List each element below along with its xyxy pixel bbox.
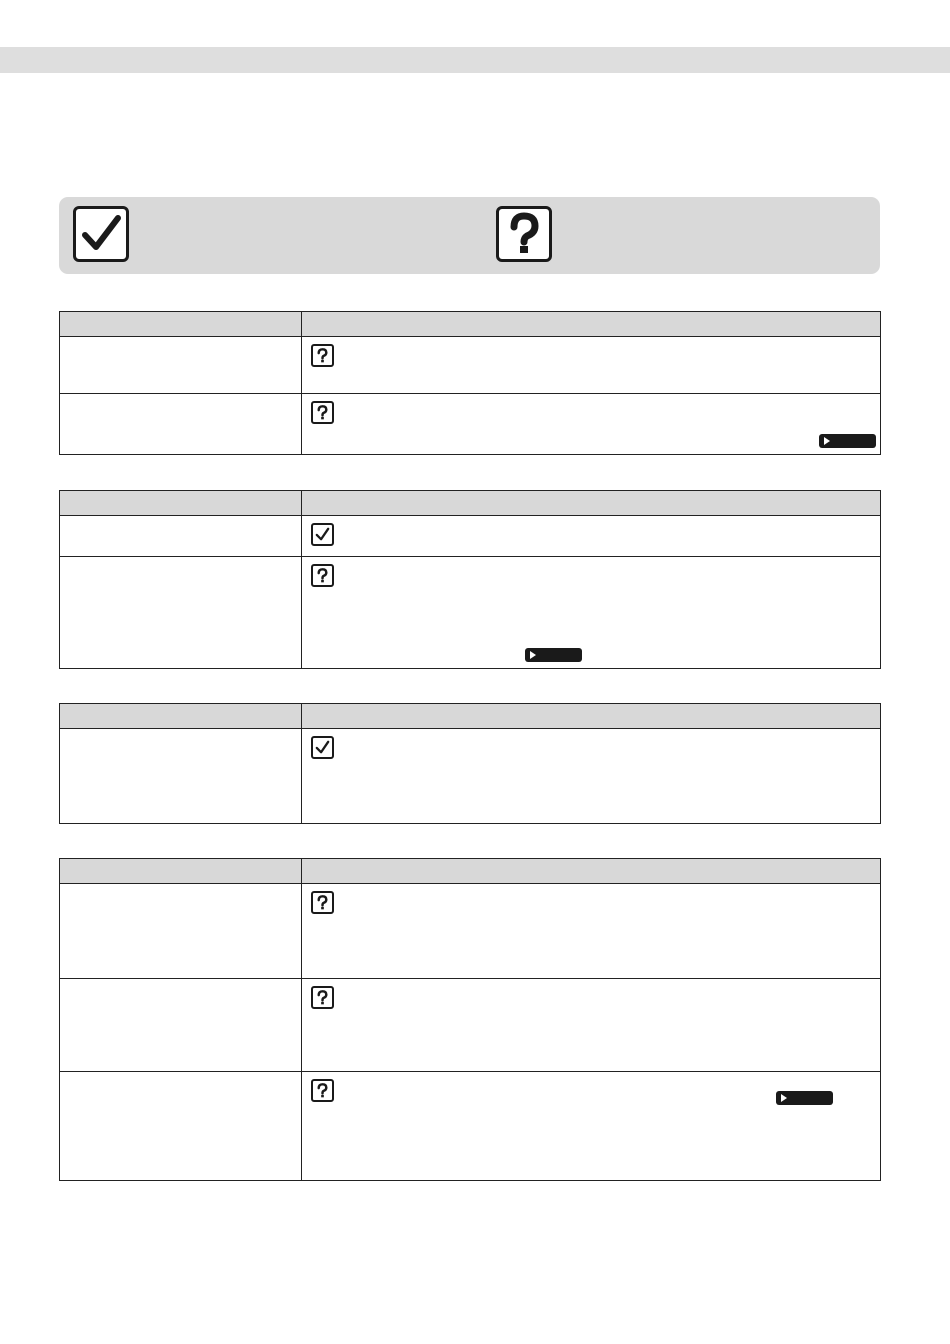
- table-row: [60, 394, 880, 454]
- legend-bar: [59, 197, 880, 274]
- troubleshooting-table-1: [59, 311, 881, 455]
- table-row: [60, 979, 880, 1072]
- page-reference-link[interactable]: [819, 434, 876, 448]
- troubleshooting-table-4: [59, 858, 881, 1181]
- check-icon: [311, 523, 334, 546]
- question-icon: [311, 564, 334, 587]
- question-icon: [311, 1079, 334, 1102]
- check-icon: [73, 206, 129, 262]
- troubleshooting-table-2: [59, 490, 881, 669]
- question-icon: [311, 401, 334, 424]
- table-header: [60, 491, 880, 516]
- table-row: [60, 1072, 880, 1180]
- table-header: [60, 704, 880, 729]
- question-icon: [311, 986, 334, 1009]
- question-icon: [311, 891, 334, 914]
- page-reference-link[interactable]: [525, 648, 582, 662]
- question-icon: [311, 344, 334, 367]
- table-row: [60, 516, 880, 557]
- troubleshooting-table-3: [59, 703, 881, 824]
- table-row: [60, 729, 880, 823]
- question-icon: [496, 206, 552, 262]
- table-row: [60, 884, 880, 979]
- top-header-band: [0, 47, 950, 73]
- table-row: [60, 337, 880, 394]
- check-icon: [311, 736, 334, 759]
- page-reference-link[interactable]: [776, 1091, 833, 1105]
- table-header: [60, 859, 880, 884]
- table-row: [60, 557, 880, 668]
- table-header: [60, 312, 880, 337]
